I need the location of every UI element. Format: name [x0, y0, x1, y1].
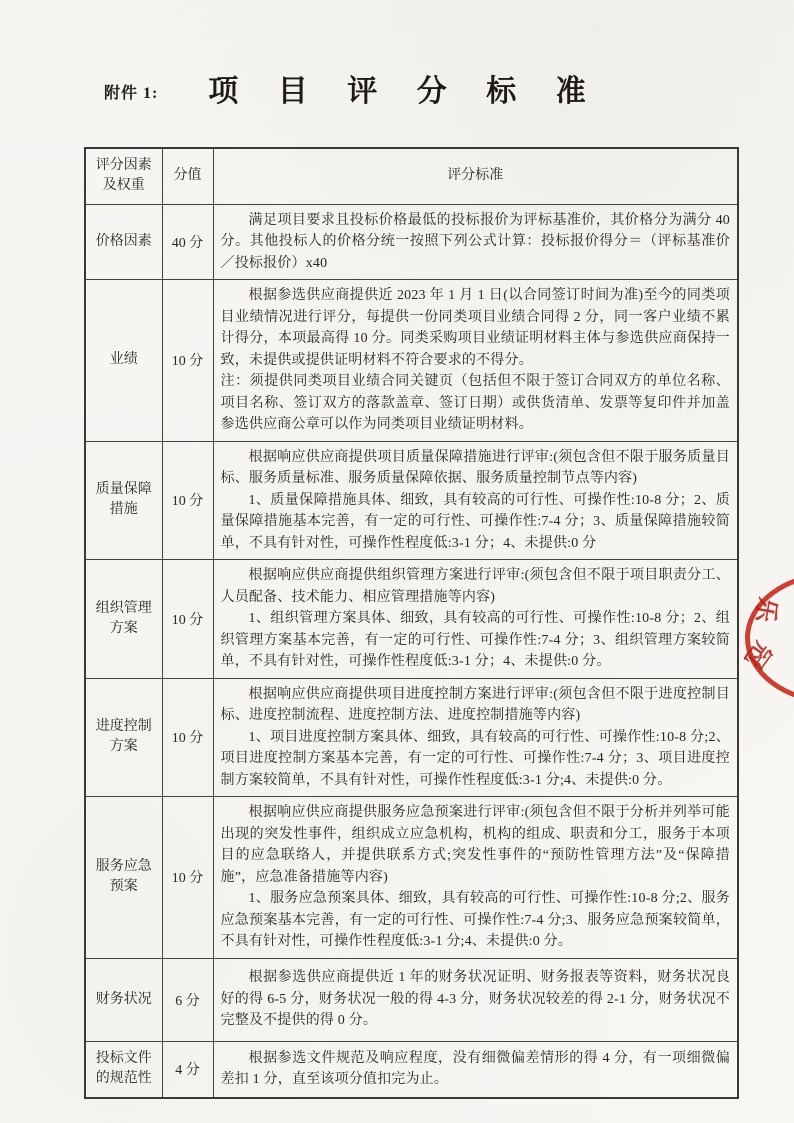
seal-character: 乐 [749, 594, 781, 625]
factor-cell: 价格因素 [85, 204, 162, 280]
criteria-paragraph: 1、服务应急预案具体、细致，具有较高的可行性、可操作性:10-8 分;2、服务应急预案基本完善，有一定的可行性、可操作性:7-4 分;3、服务应急预案较简单，不具有针对性，可操作性程度低:3-1 分;4、未提供:0 分。 [220, 891, 730, 949]
criteria-paragraph: 注：须提供同类项目业绩合同关键页（包括但不限于签订合同双方的单位名称、项目名称、签订双方的落款盖章、签订日期）或供货清单、发票等复印件并加盖参选供应商公章可以作为同类项目业绩证明材料。 [220, 374, 730, 432]
criteria-cell [213, 958, 738, 1041]
factor-cell: 服务应急预案 [85, 797, 162, 959]
table-row [85, 560, 738, 679]
red-seal-stamp [730, 562, 794, 734]
criteria-paragraph: 根据参选供应商提供近 1 年的财务状况证明、财务报表等资料，财务状况良好的得 6-5 分，财务状况一般的得 4-3 分，财务状况较差的得 2-1 分，财务状况不完整及不提供的得 0 分。 [220, 970, 730, 1029]
criteria-paragraph: 满足项目要求且投标价格最低的投标报价为评标基准价，其价格分为满分 40 分。其他投标人的价格分统一按照下列公式计算：投标报价得分＝（评标基准价／投标报价）x40 [220, 212, 730, 271]
table-row [85, 678, 738, 797]
factor-cell: 组织管理方案 [85, 560, 162, 679]
criteria-paragraph: 根据响应供应商提供项目进度控制方案进行评审:(须包含但不限于进度控制目标、进度控制流程、进度控制方法、进度控制措施等内容) [220, 686, 730, 723]
table-row [85, 441, 738, 560]
criteria-cell [213, 560, 738, 679]
criteria-paragraph: 根据响应供应商提供项目质量保障措施进行评审:(须包含但不限于服务质量目标、服务质量标准、服务质量保障依据、服务质量控制节点等内容) [220, 449, 730, 486]
factor-cell: 进度控制方案 [85, 678, 162, 797]
factor-cell: 质量保障措施 [85, 441, 162, 560]
score-cell: 10 分 [162, 678, 213, 797]
factor-cell: 业绩 [85, 280, 162, 442]
score-cell: 10 分 [162, 280, 213, 442]
column-header: 分值 [162, 148, 213, 204]
table-row [85, 797, 738, 959]
score-cell: 40 分 [162, 204, 213, 280]
criteria-paragraph: 根据参选供应商提供近 2023 年 1 月 1 日(以合同签订时间为准)至今的同类项目业绩情况进行评分，每提供一份同类项目业绩合同得 2 分，同一客户业绩不累计得分，本项最高得 10 分。同类采购项目业绩证明材料主体与参选供应商保持一致，未提供或提供证明材料不符合要求的不得分。 [220, 288, 730, 368]
scoring-table-body [85, 204, 738, 1098]
seal-ring-arc [745, 572, 794, 704]
column-header: 评分因素及权重 [85, 148, 162, 204]
score-cell: 6 分 [162, 958, 213, 1041]
attachment-label: 附件 1: [104, 85, 159, 102]
page-title: 项 目 评 分 标 准 [208, 75, 602, 108]
criteria-paragraph: 根据响应供应商提供服务应急预案进行评审:(须包含但不限于分析并列举可能出现的突发性事件，组织成立应急机构，机构的组成、职责和分工，服务于本项目的应急联络人，并提供联系方式;突发性事件的“预防性管理方法”及“保障措施”，应急准备措施等内容) [220, 805, 730, 885]
score-cell: 4 分 [162, 1041, 213, 1098]
table-row [85, 1041, 738, 1098]
score-cell: 10 分 [162, 797, 213, 959]
table-row [85, 204, 738, 280]
table-row [85, 280, 738, 442]
factor-cell: 财务状况 [85, 958, 162, 1041]
criteria-paragraph: 1、质量保障措施具体、细致，具有较高的可行性、可操作性:10-8 分；2、质量保障措施基本完善，有一定的可行性、可操作性:7-4 分；3、质量保障措施较简单，不具有针对性，可操作性程度低:3-1 分；4、未提供:0 分 [220, 492, 730, 551]
score-cell: 10 分 [162, 560, 213, 679]
criteria-paragraph: 根据响应供应商提供组织管理方案进行评审:(须包含但不限于项目职责分工、人员配备、技术能力、相应管理措施等内容) [220, 568, 730, 605]
scoring-table [84, 147, 739, 1099]
column-header: 评分标准 [213, 148, 738, 204]
criteria-cell [213, 678, 738, 797]
score-cell: 10 分 [162, 441, 213, 560]
criteria-cell [213, 1041, 738, 1098]
criteria-cell [213, 441, 738, 560]
criteria-paragraph: 1、项目进度控制方案具体、细致，具有较高的可行性、可操作性:10-8 分;2、项目进度控制方案基本完善，有一定的可行性、可操作性:7-4 分；3、项目进度控制方案较简单，不具有针对性，可操作性程度低:3-1 分;4、未提供:0 分。 [220, 729, 730, 788]
header-row [85, 148, 738, 204]
factor-cell: 投标文件的规范性 [85, 1041, 162, 1098]
criteria-paragraph: 根据参选文件规范及响应程度，没有细微偏差情形的得 4 分，有一项细微偏差扣 1 分，直至该项分值扣完为止。 [220, 1050, 730, 1088]
seal-character: 冠 [739, 636, 776, 673]
scoring-table-header [85, 148, 738, 204]
criteria-paragraph: 1、组织管理方案具体、细致，具有较高的可行性、可操作性:10-8 分；2、组织管理方案基本完善，有一定的可行性、可操作性:7-4 分；3、组织管理方案较简单，不具有针对性，可操作性程度低:3-1 分；4、未提供:0 分。 [220, 611, 730, 669]
criteria-cell [213, 204, 738, 280]
criteria-cell [213, 280, 738, 442]
table-row [85, 958, 738, 1041]
criteria-cell [213, 797, 738, 959]
